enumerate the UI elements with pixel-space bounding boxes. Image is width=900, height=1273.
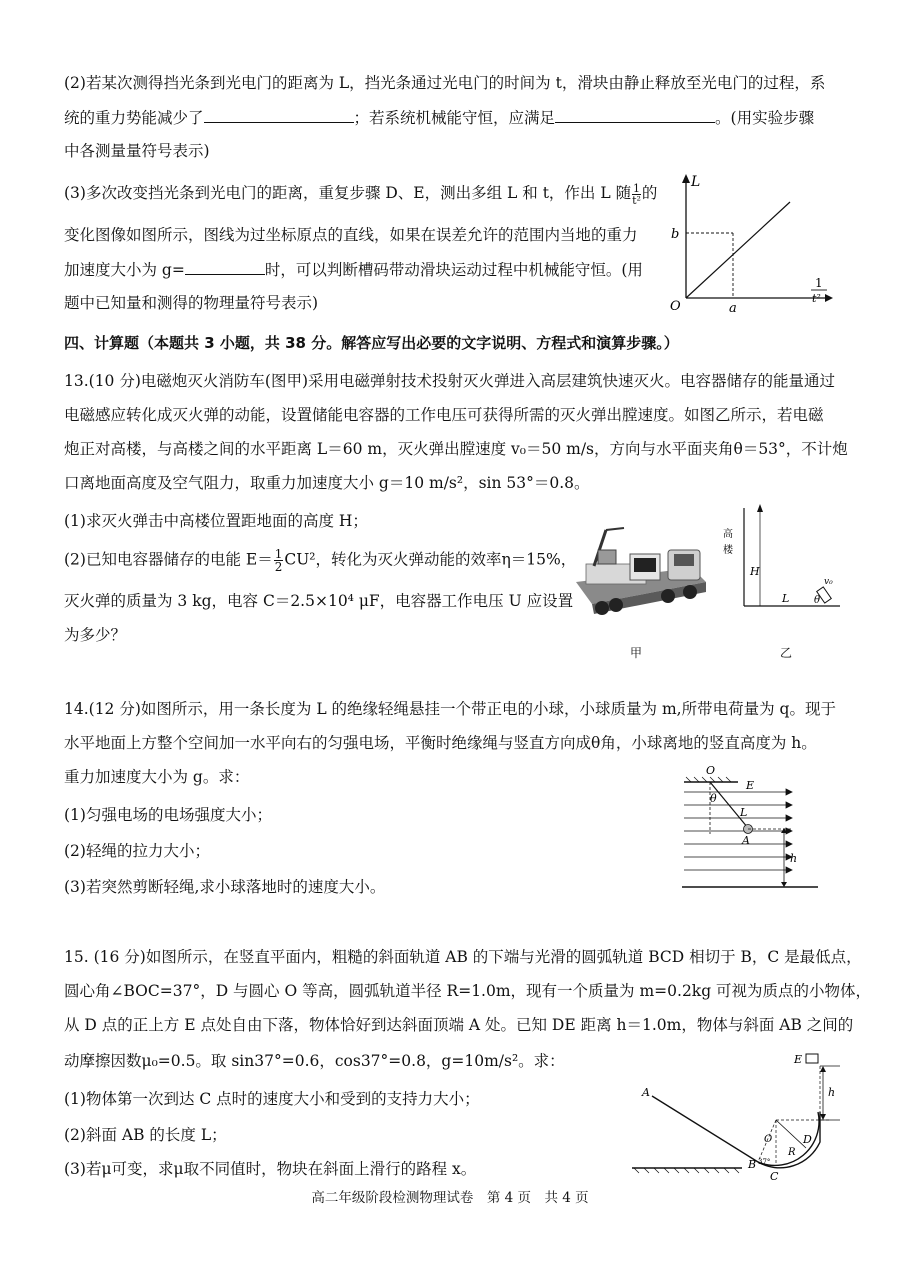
B-label: B: [748, 1158, 757, 1171]
q14-question3: (3)若突然剪断轻绳,求小球落地时的速度大小。: [64, 878, 386, 896]
q13-fraction: [274, 548, 284, 573]
section-four-heading: 四、计算题（本题共 3 小题，共 38 分。解答应写出必要的文字说明、方程式和演算步骤。）: [64, 334, 679, 352]
q12-part2-line3: 中各测量量符号表示): [64, 142, 210, 160]
q12-part3-text-after: 时，可以判断槽码带动滑块运动过程中机械能守恒。(用: [264, 261, 643, 279]
E-label: E: [794, 1053, 803, 1066]
q12-part2-text-c: 。(用实验步骤: [715, 109, 815, 127]
q13-line1: 13.(10 分)电磁炮灭火消防车(图甲)采用电磁弹射技术投射灭火弹进入高层建筑快速灭火。电容器储存的能量通过: [64, 372, 835, 390]
q15-line1: 15. (16 分)如图所示，在竖直平面内，粗糙的斜面轨道 AB 的下端与光滑的圆弧轨道 BCD 相切于 B，C 是最低点，: [64, 948, 862, 966]
q12-part3-line4: 题中已知量和测得的物理量符号表示): [64, 294, 319, 312]
C-label: C: [770, 1170, 779, 1180]
h-label: h: [828, 1086, 836, 1099]
v0-label: v₀: [824, 577, 833, 587]
q12-part3-line2: 变化图像如图所示，图线为过坐标原点的直线，如果在误差允许的范围内当地的重力: [64, 226, 638, 244]
q15-line3: 从 D 点的正上方 E 点处自由下落，物体恰好到达斜面顶端 A 处。已知 DE 距离 h＝1.0m，物体与斜面 AB 之间的: [64, 1016, 854, 1034]
q12-part3-text-a: (3)多次改变挡光条到光电门的距离，重复步骤 D、E，测出多组 L 和 t，作出 L 随: [64, 184, 632, 202]
answer-blank-1[interactable]: [204, 106, 354, 123]
q13-q2-text-b: CU²，转化为灭火弹动能的效率η＝15%，: [284, 550, 577, 569]
h-arrow-top: [820, 1066, 826, 1072]
fraction-numerator: 1: [633, 181, 640, 195]
x-label-num: 1: [815, 276, 823, 290]
origin-label: O: [670, 299, 681, 314]
b-label: b: [671, 227, 680, 242]
q14-line1: 14.(12 分)如图所示，用一条长度为 L 的绝缘轻绳悬挂一个带正电的小球，小球质量为 m,所带电荷量为 q。现于: [64, 700, 836, 718]
q12-part3-fraction: [632, 183, 641, 206]
q15-line2: 圆心角∠BOC=37°，D 与圆心 O 等高，圆弧轨道半径 R=1.0m，现有一个质量为 m=0.2kg 可视为质点的小物体，: [64, 982, 872, 1000]
fire-truck-photo: [572, 520, 710, 628]
fraction-denominator: 2: [274, 560, 283, 574]
q12-part2-line2: [64, 106, 814, 129]
q13-question1: (1)求灭火弹击中高楼位置距地面的高度 H；: [64, 512, 368, 530]
incline-arc-diagram: [630, 1040, 845, 1180]
q14-question2: (2)轻绳的拉力大小；: [64, 842, 210, 860]
field-lines: [684, 789, 792, 873]
L-label: L: [740, 806, 748, 819]
l-vs-inverse-t2-graph: [665, 170, 840, 315]
q13-line4: 口离地面高度及空气阻力，取重力加速度大小 g＝10 m/s²，sin 53°＝0.8。: [64, 474, 590, 492]
q13-q2-text-a: (2)已知电容器储存的电能 E＝: [64, 550, 273, 569]
q12-part2-text-a: 统的重力势能减少了: [64, 109, 204, 127]
q15-question3: (3)若μ可变，求μ取不同值时，物块在斜面上滑行的路程 x。: [64, 1160, 477, 1178]
graph-line: [686, 202, 790, 298]
q12-part2-text-b: ；若系统机械能守恒，应满足: [353, 109, 556, 127]
theta-label: θ: [710, 792, 717, 805]
q13-question2-line3: 为多少？: [64, 626, 127, 644]
answer-blank-2[interactable]: [555, 106, 715, 123]
D-label: D: [803, 1133, 812, 1146]
y-axis-arrow: [682, 174, 690, 183]
q15-line4: 动摩擦因数μ₀=0.5。取 sin37°=0.6，cos37°=0.8，g=10m/s²。求：: [64, 1052, 565, 1070]
a-label: a: [729, 301, 737, 315]
E-label: E: [746, 779, 755, 792]
angle-37-label: 37°: [758, 1158, 771, 1166]
radius-line: [776, 1120, 806, 1148]
answer-blank-3[interactable]: [185, 258, 265, 275]
pendulum-field-diagram: [680, 762, 820, 890]
h-arrow-bottom: [820, 1114, 826, 1120]
q12-part3-text-end: 的: [641, 184, 658, 202]
q12-part3-line1: [64, 182, 657, 206]
L-label: L: [782, 592, 790, 605]
q15-question2: (2)斜面 AB 的长度 L；: [64, 1126, 227, 1144]
building-label-1: 高楼: [720, 528, 732, 560]
q14-line3: 重力加速度大小为 g。求：: [64, 768, 250, 786]
x-axis-arrow: [825, 294, 833, 302]
block-icon: [806, 1054, 818, 1063]
caption-yi: 乙: [780, 646, 793, 660]
q12-part3-line3: [64, 258, 643, 281]
q12-part2-line1: (2)若某次测得挡光条到光电门的距离为 L，挡光条通过光电门的时间为 t，滑块由静止释放至光电门的过程，系: [64, 74, 826, 92]
theta-label: θ: [814, 595, 821, 606]
fraction-denominator: t²: [632, 193, 641, 207]
R-label: R: [788, 1147, 796, 1158]
height-arrow-top: [757, 504, 763, 512]
q12-part3-text-g: 加速度大小为 g=: [64, 261, 185, 279]
h-label: h: [790, 852, 798, 865]
q13-line2: 电磁感应转化成灭火弹的动能，设置储能电容器的工作电压可获得所需的灭火弹出膛速度。如图乙所示，若电磁: [64, 406, 824, 424]
q15-question1: (1)物体第一次到达 C 点时的速度大小和受到的支持力大小；: [64, 1090, 480, 1108]
caption-jia: 甲: [630, 646, 643, 660]
A-label: A: [642, 1086, 650, 1099]
page-footer: 高二年级阶段检测物理试卷 第 4 页 共 4 页: [311, 1190, 589, 1206]
H-label: H: [750, 565, 760, 578]
q13-question2-line2: 灭火弹的质量为 3 kg，电容 C＝2.5×10⁴ μF，电容器工作电压 U 应设置: [64, 592, 574, 610]
O-label: O: [706, 764, 716, 777]
building-trajectory-diagram: [720, 500, 850, 625]
q14-question1: (1)匀强电场的电场强度大小；: [64, 806, 272, 824]
x-label-den: t²: [812, 292, 821, 305]
incline-AB: [652, 1096, 758, 1162]
q14-line2: 水平地面上方整个空间加一水平向右的匀强电场，平衡时绝缘绳与竖直方向成θ角，小球离地的竖直高度为 h。: [64, 734, 817, 752]
q13-question2-line1: [64, 548, 576, 573]
O-label: O: [764, 1134, 773, 1145]
q13-line3: 炮正对高楼，与高楼之间的水平距离 L＝60 m，灭火弹出膛速度 v₀＝50 m/s，方向与水平面夹角θ＝53°，不计炮: [64, 440, 848, 458]
A-label: A: [742, 834, 750, 847]
y-axis-label: L: [691, 174, 701, 190]
fraction-numerator: 1: [274, 547, 283, 561]
